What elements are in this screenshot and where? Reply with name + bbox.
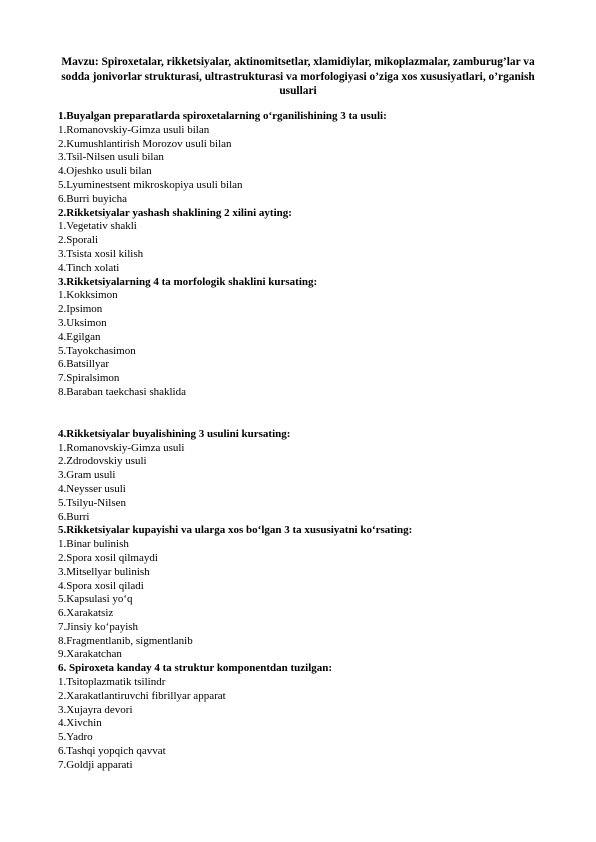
answer: 4.Egilgan bbox=[58, 330, 101, 343]
answer: 7.Goldji apparati bbox=[58, 758, 133, 771]
answer: 3.Uksimon bbox=[58, 316, 107, 329]
answer: 4.Xivchin bbox=[58, 717, 102, 730]
answer: 5.Kapsulasi yo‘q bbox=[58, 593, 133, 606]
answer: 5.Lyuminestsent mikroskopiya usuli bilan bbox=[58, 178, 243, 191]
answer: 2.Ipsimon bbox=[58, 303, 103, 316]
answer: 1.Vegetativ shakli bbox=[58, 220, 137, 233]
blank-gap bbox=[58, 400, 558, 428]
answer: 3.Gram usuli bbox=[58, 469, 116, 482]
answer: 8.Baraban taekchasi shaklida bbox=[58, 385, 186, 398]
answer: 2.Zdrodovskiy usuli bbox=[58, 455, 147, 468]
answer: 6.Burri buyicha bbox=[58, 192, 128, 205]
answer: 2.Spora xosil qilmaydi bbox=[58, 551, 158, 564]
answer: 6.Xarakatsiz bbox=[58, 607, 114, 620]
document-title: Mavzu: Spiroxetalar, rikketsiyalar, aktinomitsetlar, xlamidiylar, mikoplazmalar, zamburug’lar va sodda jonivorlar strukturasi, ultrastrukturasi va morfologiyasi o’ziga xos xususiyatlari, o’rganish usullari bbox=[61, 56, 535, 97]
answer: 5.Yadro bbox=[58, 731, 93, 744]
answer: 5.Tayokchasimon bbox=[58, 344, 136, 357]
answer: 7.Jinsiy ko‘payish bbox=[58, 620, 139, 633]
answer: 4.Ojeshko usuli bilan bbox=[58, 165, 152, 178]
question-3: 3.Rikketsiyalarning 4 ta morfologik shaklini kursating: bbox=[58, 275, 318, 288]
answer: 1.Romanovskiy-Gimza usuli bilan bbox=[58, 123, 210, 136]
answer: 4.Spora xosil qiladi bbox=[58, 579, 144, 592]
answer: 3.Tsil-Nilsen usuli bilan bbox=[58, 151, 164, 164]
question-list bbox=[58, 110, 558, 773]
answer: 4.Tinch xolati bbox=[58, 261, 120, 274]
answer: 4.Neysser usuli bbox=[58, 482, 126, 495]
answer: 6.Batsillyar bbox=[58, 358, 110, 371]
answer: 1.Kokksimon bbox=[58, 289, 118, 302]
answer: 6.Burri bbox=[58, 510, 90, 523]
answer: 1.Tsitoplazmatik tsilindr bbox=[58, 676, 166, 689]
answer: 9.Xarakatchan bbox=[58, 648, 122, 661]
question-4: 4.Rikketsiyalar buyalishining 3 usulini kursating: bbox=[58, 427, 291, 440]
answer: 3.Tsista xosil kilish bbox=[58, 247, 144, 260]
question-2: 2.Rikketsiyalar yashash shaklining 2 xilini ayting: bbox=[58, 206, 292, 219]
answer: 1.Binar bulinish bbox=[58, 538, 129, 551]
answer: 5.Tsilyu-Nilsen bbox=[58, 496, 126, 509]
question-5: 5.Rikketsiyalar kupayishi va ularga xos bo‘lgan 3 ta xususiyatni ko‘rsating: bbox=[58, 524, 413, 537]
answer: 6.Tashqi yopqich qavvat bbox=[58, 745, 166, 758]
answer: 2.Sporali bbox=[58, 234, 99, 247]
answer: 1.Romanovskiy-Gimza usuli bbox=[58, 441, 185, 454]
question-1: 1.Buyalgan preparatlarda spiroxetalarning o‘rganilishining 3 ta usuli: bbox=[58, 110, 387, 122]
answer: 3.Xujayra devori bbox=[58, 703, 133, 716]
answer: 2.Kumushlantirish Morozov usuli bilan bbox=[58, 137, 232, 150]
answer: 8.Fragmentlanib, sigmentlanib bbox=[58, 634, 193, 647]
answer: 7.Spiralsimon bbox=[58, 372, 120, 385]
answer: 3.Mitsellyar bulinish bbox=[58, 565, 150, 578]
answer: 2.Xarakatlantiruvchi fibrillyar apparat bbox=[58, 689, 226, 702]
question-6: 6. Spiroxeta kanday 4 ta struktur komponentdan tuzilgan: bbox=[58, 662, 333, 675]
